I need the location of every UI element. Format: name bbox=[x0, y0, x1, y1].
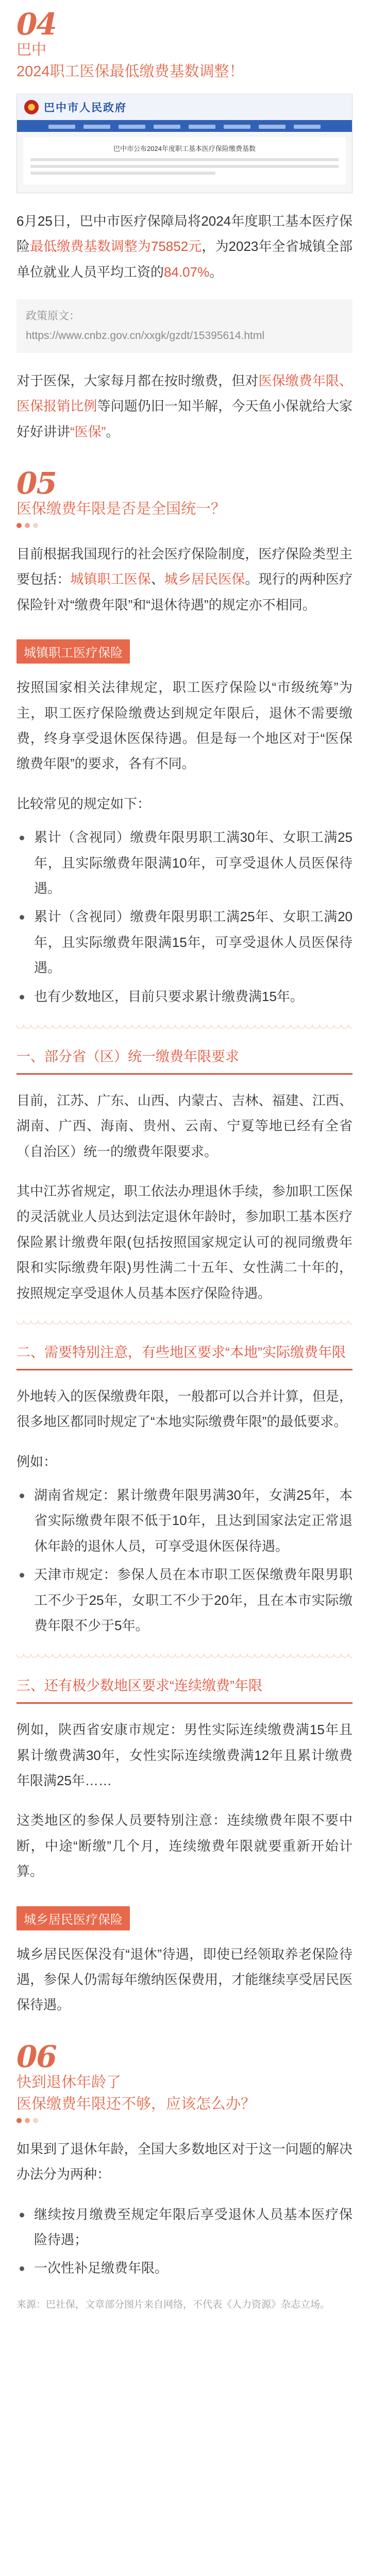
s5-paragraph-3: 比较常见的规定如下： bbox=[16, 795, 151, 811]
section-number: 04 bbox=[16, 7, 56, 42]
list-item: 一次性补足缴费年限。 bbox=[16, 2256, 353, 2281]
source-label: 政策原文： bbox=[26, 310, 80, 323]
highlight-topics: 医保缴费年限、医保报销比例 bbox=[16, 372, 353, 414]
subheading-rule bbox=[16, 1702, 353, 1704]
highlight-percent: 84.07% bbox=[164, 264, 210, 280]
section-header-05 bbox=[16, 459, 353, 520]
s5-intro: 目前根据我国现行的社会医疗保险制度，医疗保险类型主要包括：城镇职工医保、城乡居民医保。现行的两种医疗保险针对“缴费年限”和“退休待遇”的规定亦不相同。 bbox=[16, 546, 353, 613]
part1-paragraph: 目前，江苏、广东、山西、内蒙古、吉林、福建、江西、湖南、广西、海南、贵州、云南、宁夏等地已经有全省（自治区）统一的缴费年限要求。 bbox=[16, 1092, 353, 1159]
list-item: 累计（含视同）缴费年限男职工满25年、女职工满20年，且实际缴费年限满15年，可享受退休人员医保待遇。 bbox=[16, 904, 353, 980]
subheading-part3: 三、还有极少数地区要求“连续缴费”年限 bbox=[16, 1678, 262, 1694]
list-item: 也有少数地区，目前只要求累计缴费满15年。 bbox=[16, 984, 353, 1009]
section-number: 06 bbox=[16, 2039, 56, 2074]
decor-dots bbox=[16, 2118, 353, 2123]
news-screenshot bbox=[16, 94, 353, 193]
policy-source bbox=[16, 299, 353, 353]
part1-paragraph-2: 其中江苏省规定，职工依法办理退休手续，参加职工医保的灵活就业人员达到法定退休年龄时，参加职工基本医疗保险累计缴费年限(包括按照国家规定认可的视同缴费年限和实际缴费年限)男性满二十五年、女性满二十年的，按照规定享受退休人员基本医疗保险待遇。 bbox=[16, 1183, 353, 1301]
section-title-line1: 巴中 bbox=[16, 42, 47, 58]
intro-paragraph-2: 对于医保，大家每月都在按时缴费，但对医保缴费年限、医保报销比例等问题仍旧一知半解，今天鱼小保就给大家好好讲讲“医保”。 bbox=[16, 372, 353, 439]
subheading-part1: 一、部分省（区）统一缴费年限要求 bbox=[16, 1048, 239, 1064]
section-number: 05 bbox=[16, 466, 56, 501]
intro-paragraph: 6月25日，巴中市医疗保障局将2024年度职工基本医疗保险最低缴费基数调整为75852元，为2023年全省城镇全部单位就业人员平均工资的84.07%。 bbox=[16, 213, 353, 280]
section-title-line2: 医保缴费年限还不够，应该怎么办？ bbox=[16, 2095, 256, 2112]
news-body bbox=[23, 137, 346, 184]
wavy-divider bbox=[16, 1320, 353, 1328]
list-item: 继续按月缴费至规定年限后享受退休人员基本医疗保险待遇； bbox=[16, 2202, 353, 2253]
site-name: 巴中市人民政府 bbox=[44, 102, 127, 114]
part3-paragraph-2: 这类地区的参保人员要特别注意：连续缴费年限不要中断，中途“断缴”几个月，连续缴费年限就要重新开始计算。 bbox=[16, 1812, 353, 1879]
highlight-base: 最低缴费基数调整为75852元 bbox=[30, 239, 202, 255]
section-header-06 bbox=[16, 2032, 353, 2115]
subheading-rule bbox=[16, 1369, 353, 1370]
list-item: 累计（含视同）缴费年限男职工满30年、女职工满25年，且实际缴费年限满10年，可享受退休人员医保待遇。 bbox=[16, 825, 353, 901]
decor-dots bbox=[16, 523, 353, 528]
tag-resident-insurance: 城乡居民医疗保险 bbox=[16, 1906, 130, 1930]
news-title: 巴中市公布2024年度职工基本医疗保险缴费基数 bbox=[113, 145, 256, 153]
national-emblem-icon bbox=[24, 100, 39, 114]
section-title-line2: 2024职工医保最低缴费基数调整！ bbox=[16, 63, 244, 80]
source-footnote: 来源：巴社保，文章部分图片来自网络，不代表《人力资源》杂志立场。 bbox=[16, 2299, 330, 2310]
s6-list bbox=[16, 2202, 353, 2281]
section-title: 医保缴费年限是否是全国统一？ bbox=[16, 501, 226, 518]
resident-paragraph: 城乡居民医保没有“退休”待遇，即使已经领取养老保险待遇，参保人仍需每年缴纳医保费用，才能继续享受居民医保待遇。 bbox=[16, 1946, 353, 2013]
wavy-divider bbox=[16, 1654, 353, 1661]
list-item: 湖南省规定：累计缴费年限男满30年，女满25年，本省实际缴费年限不低于10年，且达到国家法定正常退休年龄的退休人员，可享受退休医保待遇。 bbox=[16, 1483, 353, 1559]
site-nav-bar bbox=[17, 122, 352, 132]
part2-example-label: 例如： bbox=[16, 1453, 57, 1469]
wavy-divider bbox=[16, 1025, 353, 1032]
section-header-04 bbox=[16, 0, 353, 82]
section-title-line1: 快到退休年龄了 bbox=[16, 2074, 122, 2091]
source-url[interactable]: https://www.cnbz.gov.cn/xxgk/gzdt/15395614.html bbox=[26, 330, 265, 342]
part3-paragraph: 例如，陕西省安康市规定：男性实际连续缴费满15年且累计缴费满30年，女性实际连续缴费满12年且累计缴费年限满25年…… bbox=[16, 1722, 353, 1789]
part2-list bbox=[16, 1483, 353, 1638]
s6-paragraph: 如果到了退休年龄，全国大多数地区对于这一问题的解决办法分为两种： bbox=[16, 2141, 353, 2182]
part2-paragraph: 外地转入的医保缴费年限，一般都可以合并计算，但是，很多地区都同时规定了“本地实际缴费年限”的最低要求。 bbox=[16, 1388, 353, 1430]
s5-paragraph-2: 按照国家相关法律规定，职工医疗保险以“市级统筹”为主，职工医疗保险缴费达到规定年限后，退休不需要缴费，终身享受退休医保待遇。但是每一个地区对于“医保缴费年限”的要求，各有不同。 bbox=[16, 680, 353, 772]
subheading-part2: 二、需要特别注意，有些地区要求“本地”实际缴费年限 bbox=[16, 1344, 346, 1360]
list-item: 天津市规定：参保人员在本市职工医保缴费年限男职工不少于25年，女职工不少于20年，且在本市实际缴费年限不少于5年。 bbox=[16, 1562, 353, 1638]
gov-site-header bbox=[17, 94, 352, 122]
rules-list bbox=[16, 825, 353, 1009]
tag-employee-insurance: 城镇职工医疗保险 bbox=[16, 639, 130, 664]
subheading-rule bbox=[16, 1073, 353, 1075]
